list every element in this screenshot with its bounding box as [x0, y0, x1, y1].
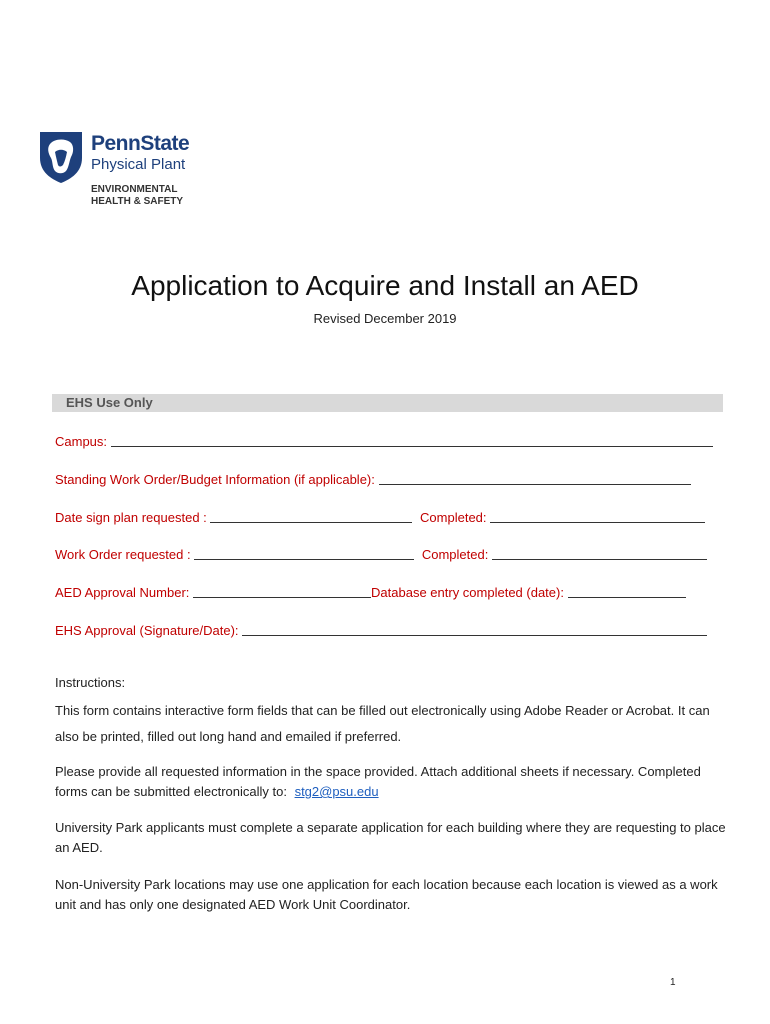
department-name: [91, 184, 183, 208]
aed-approval-row: [55, 585, 686, 600]
date-sign-plan-row: [55, 510, 705, 525]
standing-work-order-label: Standing Work Order/Budget Information (if applicable):: [55, 472, 375, 487]
completed-field-1[interactable]: [490, 510, 705, 523]
page-number: 1: [670, 977, 676, 988]
database-entry-label: Database entry completed (date):: [371, 585, 564, 600]
ehs-use-only-label: EHS Use Only: [66, 395, 153, 410]
penn-state-lion-shield-icon: [38, 130, 84, 184]
campus-row: [55, 434, 713, 449]
aed-approval-number-label: AED Approval Number:: [55, 585, 190, 600]
submission-email-link[interactable]: stg2@psu.edu: [294, 784, 379, 799]
work-order-requested-label: Work Order requested :: [55, 547, 191, 562]
work-order-requested-field[interactable]: [194, 547, 414, 560]
ehs-use-only-header: [52, 394, 723, 412]
brand-name: PennState: [91, 132, 190, 155]
date-sign-plan-field[interactable]: [210, 510, 412, 523]
completed-label-1: Completed:: [420, 510, 487, 525]
instructions-paragraph-2-text: Please provide all requested information in the space provided. Attach additional sheets if necessary. Completed forms can be submitted electronically to:: [55, 764, 701, 799]
document-title: Application to Acquire and Install an AED: [131, 270, 639, 301]
completed-field-2[interactable]: [492, 547, 707, 560]
ehs-approval-label: EHS Approval (Signature/Date):: [55, 623, 239, 638]
completed-label-2: Completed:: [421, 547, 489, 562]
ehs-approval-field[interactable]: [242, 623, 707, 636]
department-line-1: ENVIRONMENTAL: [91, 184, 178, 195]
campus-field[interactable]: [111, 434, 713, 447]
standing-work-order-field[interactable]: [379, 472, 691, 485]
department-line-2: HEALTH & SAFETY: [91, 196, 184, 207]
instructions-paragraph-1: This form contains interactive form fields that can be filled out electronically using Adobe Reader or Acrobat. It can also be printed, filled out long hand and emailed if preferred.: [55, 703, 710, 744]
instructions-heading: Instructions:: [55, 675, 126, 690]
instructions-paragraph-3: University Park applicants must complete a separate application for each building where they are requesting to place an AED.: [55, 820, 726, 855]
instructions-paragraph-4: Non-University Park locations may use one application for each location because each location is viewed as a work unit and has only one designated AED Work Unit Coordinator.: [55, 877, 718, 912]
brand-subtitle: Physical Plant: [91, 156, 186, 173]
ehs-approval-row: [55, 623, 707, 638]
date-sign-plan-label: Date sign plan requested :: [55, 510, 207, 525]
instructions-paragraph-2: [55, 762, 735, 802]
aed-approval-number-field[interactable]: [193, 585, 371, 598]
campus-label: Campus:: [55, 434, 108, 449]
work-order-requested-row: [55, 547, 707, 562]
standing-work-order-row: [55, 472, 691, 487]
revision-date: Revised December 2019: [313, 311, 457, 326]
database-entry-field[interactable]: [568, 585, 686, 598]
